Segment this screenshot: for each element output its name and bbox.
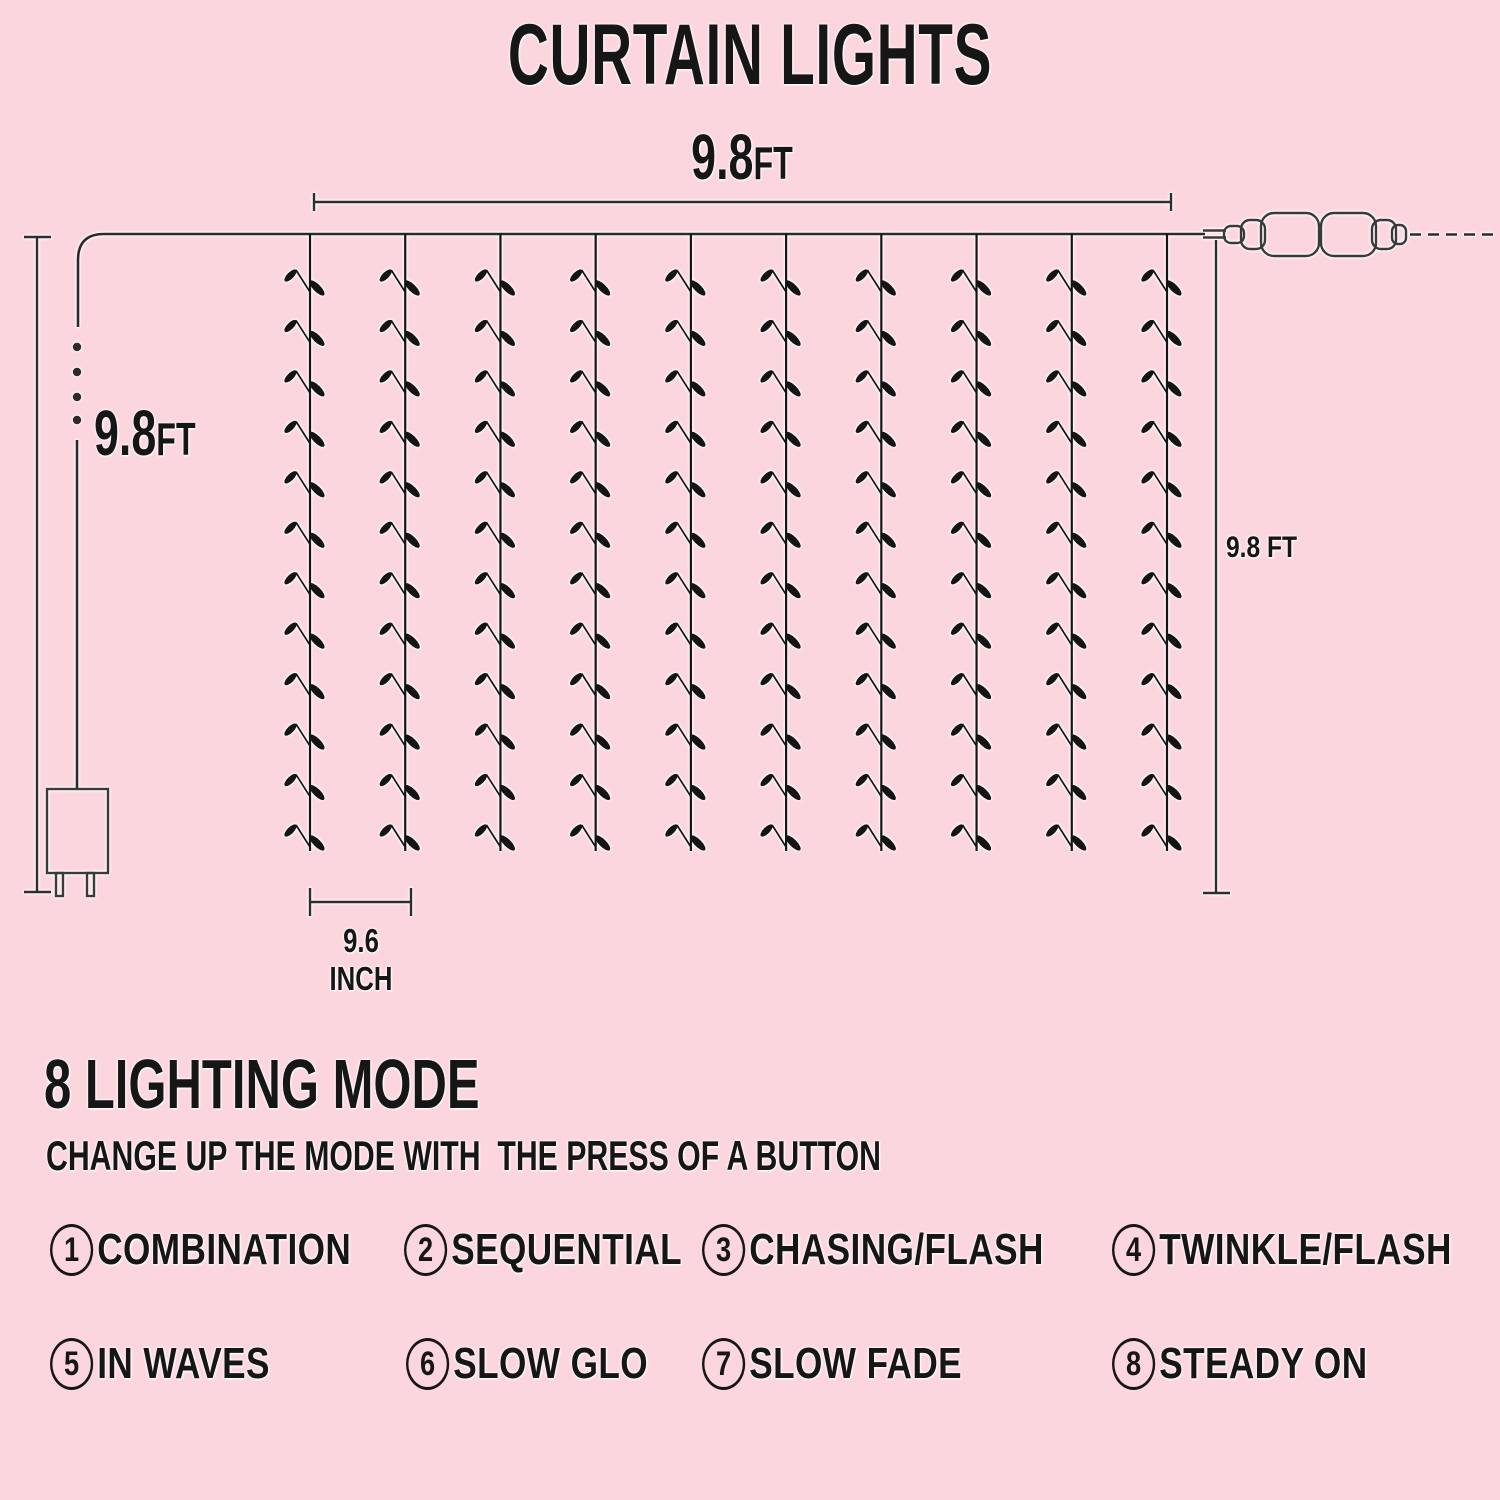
left-height-dimension-label — [94, 396, 196, 470]
width-dimension-line — [314, 193, 1171, 211]
modes-heading: 8 LIGHTING MODE — [44, 1045, 480, 1123]
page-title: CURTAIN LIGHTS — [507, 7, 993, 103]
mode-item-steady-on — [1112, 1338, 1368, 1390]
mode-label: STEADY ON — [1159, 1339, 1368, 1388]
power-wire — [73, 234, 1205, 789]
mode-label: SLOW FADE — [749, 1339, 963, 1388]
light-strands — [283, 234, 1184, 853]
mode-label: TWINKLE/FLASH — [1159, 1225, 1452, 1274]
mode-item-twinkle-flash — [1112, 1224, 1452, 1276]
mode-number-badge: 6 — [406, 1338, 449, 1390]
mode-number-badge: 3 — [702, 1224, 745, 1276]
spacing-dimension-line — [310, 888, 411, 916]
mode-number-badge: 4 — [1112, 1224, 1155, 1276]
left-height-unit: FT — [156, 413, 196, 465]
right-height-dimension-line — [1203, 240, 1230, 893]
mode-label: IN WAVES — [97, 1339, 270, 1388]
modes-subheading: CHANGE UP THE MODE WITH THE PRESS OF A BUTTON — [46, 1132, 881, 1179]
width-dimension-label — [223, 120, 1262, 194]
mode-item-combination — [50, 1224, 351, 1276]
connector-plugs-icon — [1203, 213, 1500, 256]
power-adapter-icon — [47, 789, 108, 896]
mode-number-badge: 7 — [702, 1338, 745, 1390]
mode-number-badge: 8 — [1112, 1338, 1155, 1390]
mode-number-badge: 5 — [50, 1338, 93, 1390]
width-value: 9.8 — [691, 121, 754, 193]
mode-label: COMBINATION — [97, 1225, 352, 1274]
mode-item-chasing-flash — [702, 1224, 1044, 1276]
spacing-dimension-label: 9.6 INCH — [329, 922, 393, 997]
mode-label: SEQUENTIAL — [451, 1225, 683, 1274]
mode-item-slow-glo — [406, 1338, 648, 1390]
mode-number-badge: 2 — [404, 1224, 447, 1276]
mode-item-in-waves — [50, 1338, 270, 1390]
left-height-value: 9.8 — [94, 397, 157, 469]
mode-number-badge: 1 — [50, 1224, 93, 1276]
mode-label: SLOW GLO — [453, 1339, 649, 1388]
width-unit: FT — [753, 137, 793, 189]
mode-item-sequential — [404, 1224, 682, 1276]
mode-label: CHASING/FLASH — [749, 1225, 1044, 1274]
mode-item-slow-fade — [702, 1338, 962, 1390]
right-height-dimension-label: 9.8 FT — [1226, 531, 1298, 564]
